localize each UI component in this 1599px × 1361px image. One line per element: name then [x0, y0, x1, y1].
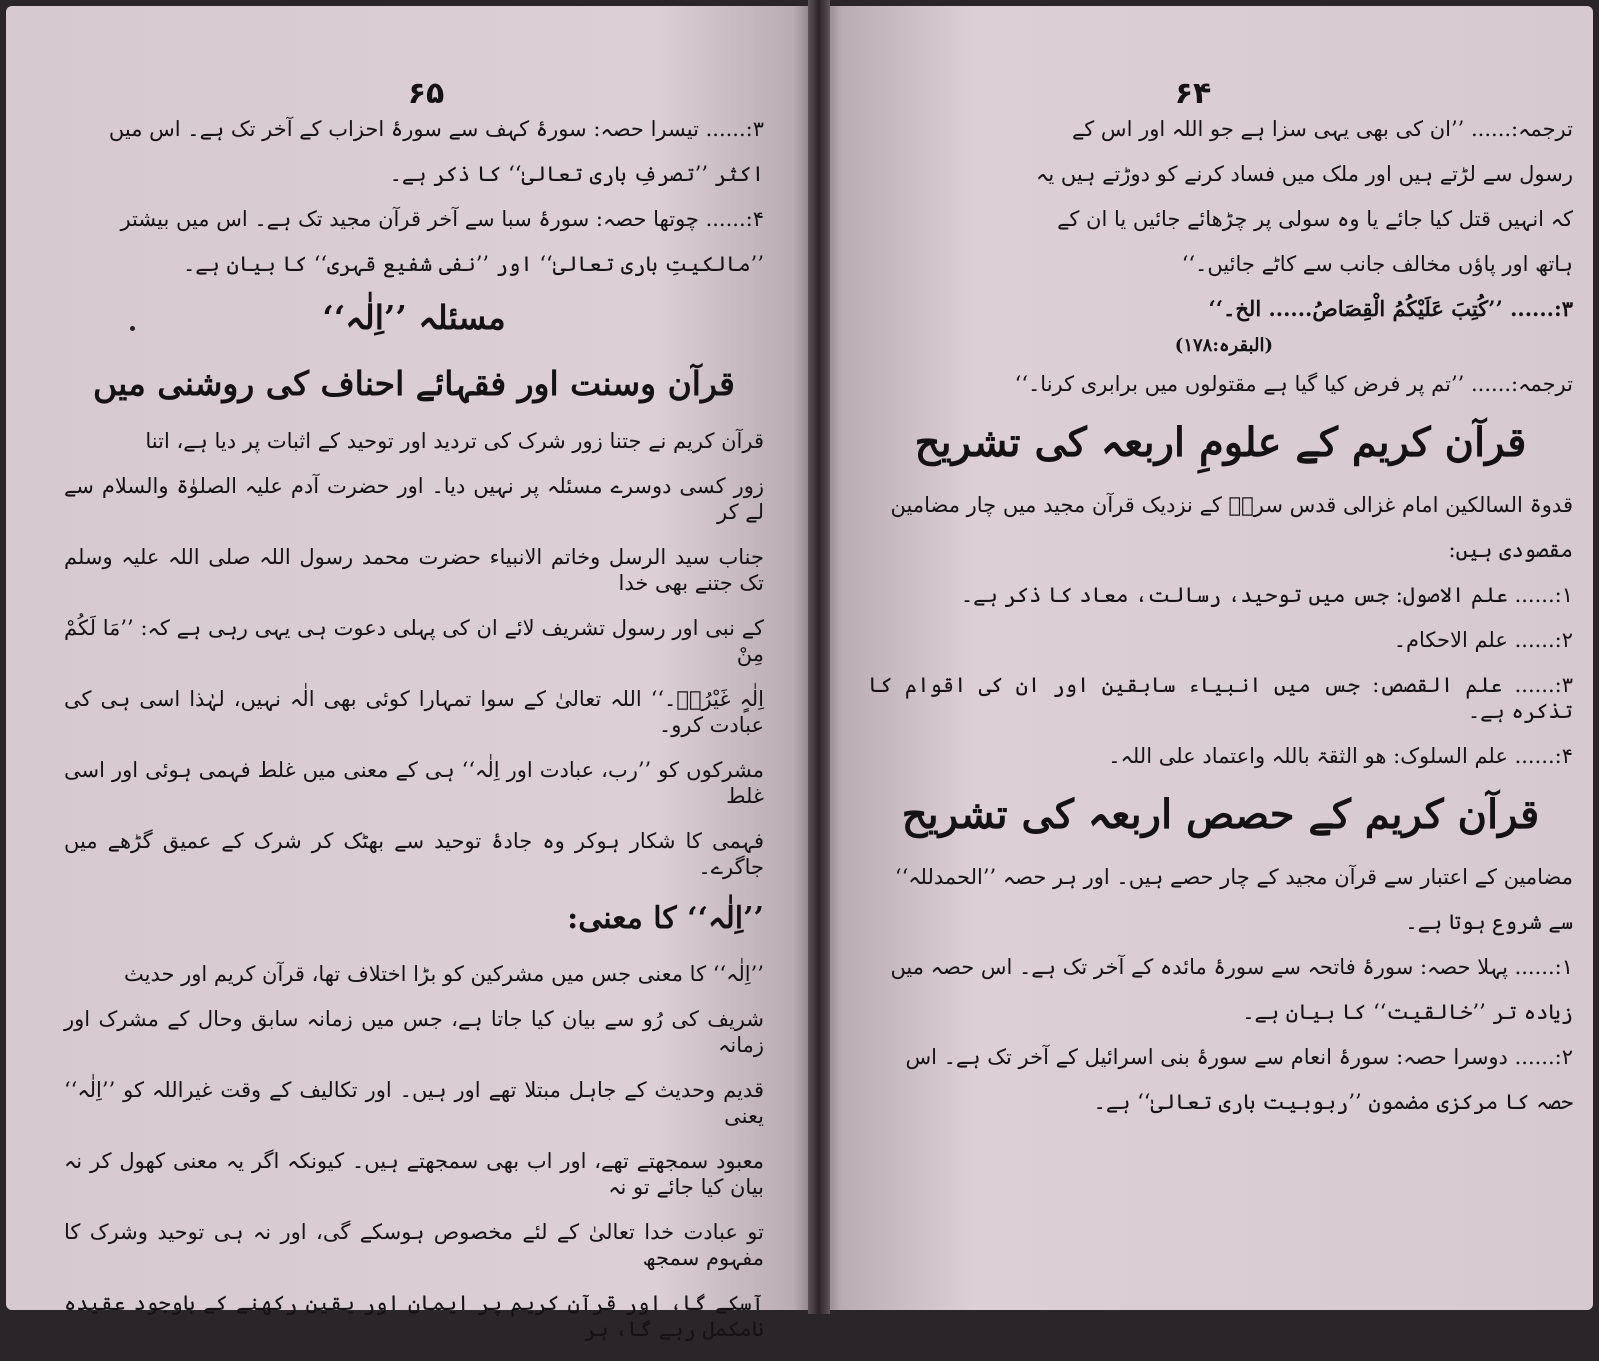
- text-line: کہ انہیں قتل کیا جائے یا وہ سولی پر چڑھائے جائیں یا ان کے: [1057, 207, 1573, 231]
- text-line: معبود سمجھتے تھے، اور اب بھی سمجھتے ہیں۔ کیونکہ اگر یہ معنی کھول کر نہ بیان کیا جائے تو نہ: [64, 1149, 764, 1199]
- list-item: ۴:...... علم السلوک: ھو الثقۃ باللہ واعتماد علی اللہ۔: [1108, 744, 1573, 768]
- text-line: مشرکوں کو ’’رب، عبادت اور اِلٰہ‘‘ ہی کے معنی میں غلط فہمی ہوئی اور اسی غلط: [64, 758, 764, 808]
- text-line: ۳:...... تیسرا حصہ: سورۂ کہف سے سورۂ احزاب کے آخر تک ہے۔ اس میں: [108, 117, 764, 141]
- list-item: ۲:...... علم الاحکام۔: [1393, 628, 1573, 652]
- text-line: ترجمہ:...... ’’تم پر فرض کیا گیا ہے مقتولوں میں برابری کرنا۔‘‘: [1014, 372, 1573, 396]
- section-heading: قرآن کریم کے علومِ اربعہ کی تشریح: [914, 419, 1527, 466]
- section-subtitle: قرآن وسنت اور فقہائے احناف کی روشنی میں: [93, 364, 735, 403]
- text-line: زور کسی دوسرے مسئلہ پر نہیں دیا۔ اور حضرت آدم علیہ الصلوٰۃ والسلام سے لے کر: [64, 474, 764, 524]
- section-heading: مسئلہ ’’اِلٰہ‘‘: [322, 298, 506, 337]
- right-page-number: ۶۴: [1174, 76, 1212, 111]
- text-line: شریف کی رُو سے بیان کیا جاتا ہے، جس میں زمانہ سابق وحال کے مشرک اور زمانہ: [64, 1007, 764, 1057]
- text-line: فہمی کا شکار ہوکر وہ جادۂ توحید سے بھٹک کر شرک کے عمیق گڑھے میں جاگرے۔: [64, 829, 764, 879]
- right-page: [818, 6, 1593, 1310]
- text-line: کے نبی اور رسول تشریف لائے ان کی پہلی دعوت ہی یہی رہی ہے کہ: ’’مَا لَکُمْ مِنْ: [64, 616, 764, 666]
- text-line: ’’مالکیتِ باری تعالیٰ‘‘ اور ’’نفی شفیع قہری‘‘ کا بیان ہے۔: [182, 252, 764, 276]
- text-line: ۱:...... پہلا حصہ: سورۂ فاتحہ سے سورۂ مائدہ کے آخر تک ہے۔ اس حصہ میں: [890, 955, 1573, 979]
- text-line: مضامین کے اعتبار سے قرآن مجید کے چار حصے ہیں۔ اور ہر حصہ ’’الحمدللہ‘‘: [894, 865, 1573, 889]
- text-line: آسکے گا، اور قرآن کریم پر ایمان اور یقین رکھنے کے باوجود عقیدہ نامکمل رہے گا، ہر: [64, 1291, 764, 1341]
- text-line: ۴:...... چوتھا حصہ: سورۂ سبا سے آخر قرآن مجید تک ہے۔ اس میں بیشتر: [120, 207, 764, 231]
- text-line: ’’اِلٰہ‘‘ کا معنی جس میں مشرکین کو بڑا اختلاف تھا، قرآن کریم اور حدیث: [124, 962, 764, 986]
- text-line: رسول سے لڑتے ہیں اور ملک میں فساد کرنے کو دوڑتے ہیں یہ: [1036, 162, 1573, 186]
- text-line: ۳:...... ’’کُتِبَ عَلَیْکُمُ الْقِصَاصُ...... الخ۔‘‘: [1208, 296, 1573, 321]
- list-item: ۱:...... علم الاصول: جس میں توحید، رسالت، معاد کا ذکر ہے۔: [960, 583, 1573, 607]
- text-line: قرآن کریم نے جتنا زور شرک کی تردید اور توحید کے اثبات پر دیا ہے، اتنا: [145, 429, 764, 453]
- text-line: اِلٰہٍ غَیْرُہٗ۔‘‘ اللہ تعالیٰ کے سوا تمہارا کوئی بھی الٰہ نہیں، لہٰذا اسی ہی کی عبادت کرو۔: [64, 687, 764, 737]
- text-line: حصہ کا مرکزی مضمون ’’ربوبیت باری تعالیٰ‘‘ ہے۔: [1093, 1090, 1573, 1114]
- list-item: ۳:...... علم القصص: جس میں انبیاء سابقین اور ان کی اقوام کا تذکرہ ہے۔: [868, 673, 1573, 723]
- verse-reference: (البقرہ:۱۷۸): [1174, 335, 1273, 356]
- book-gutter: [808, 0, 830, 1314]
- text-line: ہاتھ اور پاؤں مخالف جانب سے کاٹے جائیں۔‘‘: [1181, 252, 1573, 276]
- left-page: [6, 6, 818, 1341]
- text-line: قدیم وحدیث کے جاہل مبتلا تھے اور ہیں۔ اور تکالیف کے وقت غیراللہ کو ’’اِلٰہ‘‘ یعنی: [64, 1078, 764, 1128]
- text-line: اکثر ’’تصرفِ باری تعالیٰ‘‘ کا ذکر ہے۔: [389, 162, 764, 186]
- subheading: ’’اِلٰہ‘‘ کا معنی:: [567, 901, 764, 936]
- left-page-number: ۶۵: [407, 76, 445, 111]
- right-page-content: [868, 116, 1573, 1134]
- text-line: سے شروع ہوتا ہے۔: [1405, 910, 1573, 934]
- text-line: قدوۃ السالکین امام غزالی قدس سرہٗ کے نزدیک قرآن مجید میں چار مضامین: [890, 493, 1573, 517]
- text-line: زیادہ تر ’’خالقیت‘‘ کا بیان ہے۔: [1242, 1000, 1573, 1024]
- text-line: تو عبادت خدا تعالیٰ کے لئے مخصوص ہوسکے گی، اور نہ ہی توحید وشرک کا مفہوم سمجھ: [64, 1220, 764, 1270]
- text-line: ۲:...... دوسرا حصہ: سورۂ انعام سے سورۂ بنی اسرائیل کے آخر تک ہے۔ اس: [905, 1045, 1573, 1069]
- text-line: ترجمہ:...... ’’ان کی بھی یہی سزا ہے جو اللہ اور اس کے: [1071, 117, 1573, 141]
- text-line: مقصودی ہیں:: [1448, 538, 1573, 562]
- left-page-content: [64, 116, 764, 1361]
- text-line: جناب سید الرسل وخاتم الانبیاء حضرت محمد رسول اللہ صلی اللہ علیہ وسلم تک جتنے بھی خدا: [64, 545, 764, 595]
- section-heading: قرآن کریم کے حصص اربعہ کی تشریح: [901, 791, 1540, 838]
